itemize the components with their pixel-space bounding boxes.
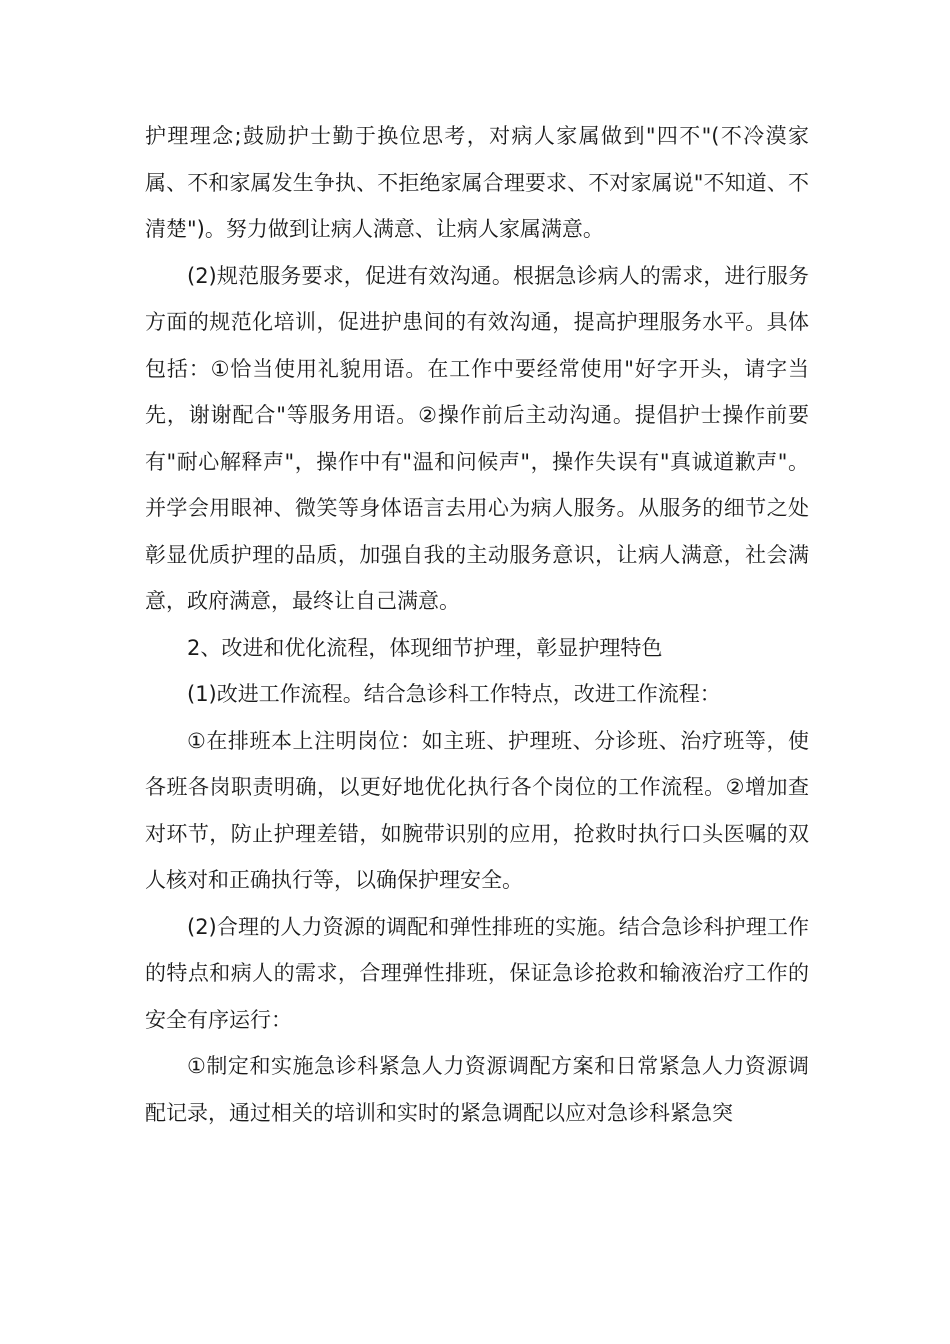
paragraph-workflow-details: ①在排班本上注明岗位：如主班、护理班、分诊班、治疗班等，使各班各岗职责明确，以更好地优化执行各个岗位的工作流程。②增加查对环节，防止护理差错，如腕带识别的应用，抢救时执行口头医嘱的双人核对和正确执行等，以确保护理安全。 (145, 728, 809, 892)
section-heading-process-improvement: 2、改进和优化流程，体现细节护理，彰显护理特色 (187, 635, 663, 660)
paragraph-staffing-intro: (2)合理的人力资源的调配和弹性排班的实施。结合急诊科护理工作的特点和病人的需求，合理弹性排班，保证急诊抢救和输液治疗工作的安全有序运行： (145, 914, 809, 1032)
document-body (145, 113, 809, 1136)
paragraph-continuation: 护理理念;鼓励护士勤于换位思考，对病人家属做到"四不"(不冷漠家属、不和家属发生争执、不拒绝家属合理要求、不对家属说"不知道、不清楚")。努力做到让病人满意、让病人家属满意。 (145, 124, 809, 241)
paragraph-staffing-details: ①制定和实施急诊科紧急人力资源调配方案和日常紧急人力资源调配记录，通过相关的培训和实时的紧急调配以应对急诊科紧急突 (145, 1054, 809, 1125)
paragraph-service-standards: (2)规范服务要求，促进有效沟通。根据急诊病人的需求，进行服务方面的规范化培训，促进护患间的有效沟通，提高护理服务水平。具体包括：①恰当使用礼貌用语。在工作中要经常使用"好字开头，请字当先，谢谢配合"等服务用语。②操作前后主动沟通。提倡护士操作前要有"耐心解释声"，操作中有"温和问候声"，操作失误有"真诚道歉声"。并学会用眼神、微笑等身体语言去用心为病人服务。从服务的细节之处彰显优质护理的品质，加强自我的主动服务意识，让病人满意，社会满意，政府满意，最终让自己满意。 (145, 263, 809, 613)
paragraph-workflow-intro: (1)改进工作流程。结合急诊科工作特点，改进工作流程： (187, 682, 721, 706)
